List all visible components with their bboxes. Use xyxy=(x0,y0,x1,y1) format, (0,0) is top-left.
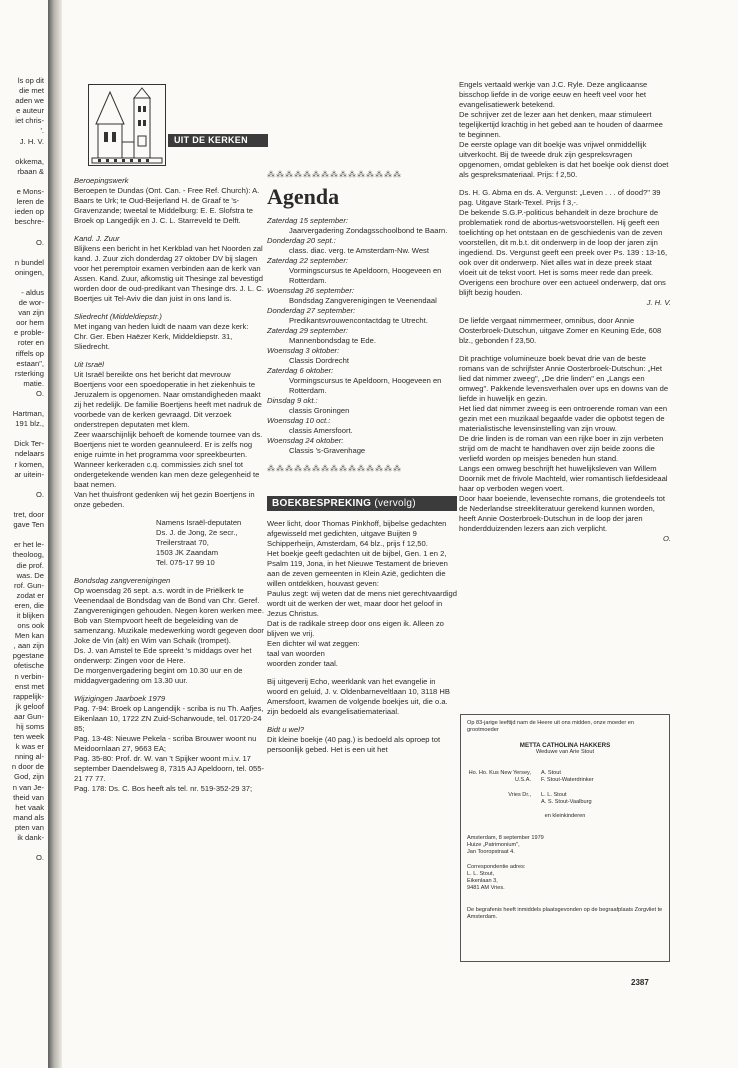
agenda-event: Classis Dordrecht xyxy=(289,356,349,365)
announcement-widow: Weduwe van Arie Stout xyxy=(535,748,595,755)
agenda-event: Predikantsvrouwencontactdag te Utrecht. xyxy=(289,316,428,325)
agenda-ornament-top: ⁂⁂⁂⁂⁂⁂⁂⁂⁂⁂⁂⁂⁂⁂⁂ xyxy=(267,170,402,179)
agenda-event: classis Amersfoort. xyxy=(289,426,353,435)
section-title-uit-de-kerken: UIT DE KERKEN xyxy=(168,134,268,147)
paragraph: woorden zonder taal. xyxy=(267,659,338,668)
agenda-title: Agenda xyxy=(267,184,340,209)
fragment-line: hij soms xyxy=(16,722,44,731)
fragment-line: die prof. xyxy=(16,560,44,570)
fragment-line: rbaan & xyxy=(17,166,44,176)
paragraph: Namens Israël-deputaten xyxy=(156,518,242,527)
fragment-line: '. xyxy=(40,126,44,136)
agenda-date: Zaterdag 15 september: xyxy=(267,216,349,225)
paragraph: Met ingang van heden luidt de naam van deze kerk: Chr. Ger. Eben Haëzer Kerk, Middeldiepstr. 31, Sliedrecht. xyxy=(74,322,249,351)
agenda-date: Woensdag 3 oktober: xyxy=(267,346,340,355)
fragment-line: de wor- xyxy=(18,298,44,308)
fragment-line: die met xyxy=(19,86,44,96)
fragment-line xyxy=(0,177,48,187)
announcement-correspondence-line: 9481 AM Vries. xyxy=(467,885,505,892)
fragment-line: k was er xyxy=(15,742,44,752)
announcement-family-row xyxy=(467,799,663,806)
agenda-date: Woensdag 26 september: xyxy=(267,286,354,295)
fragment-line: Men kan xyxy=(14,631,44,641)
column-agenda-books xyxy=(267,170,457,755)
fragment-line: ons ook xyxy=(17,621,44,631)
fragment-line: rsterking xyxy=(14,368,44,378)
paragraph: Ds. J. de Jong, 2e secr., xyxy=(156,528,238,537)
fragment-line xyxy=(0,429,48,439)
family-name: L. L. Stout xyxy=(541,791,567,798)
agenda-date: Zaterdag 29 september: xyxy=(267,326,349,335)
paragraph: Dit kleine boekje (40 pag.) is bedoeld als oproep tot persoonlijk gebed. Het is een uit het xyxy=(267,735,441,754)
paragraph: De drie linden is de roman van een rijke boer in zijn verbeten strijd om de macht te handhaven over zijn beide zoons die verliefd worden op meisjes beneden hun stand. xyxy=(459,434,664,463)
fragment-line: eren, die xyxy=(14,600,44,610)
spacer xyxy=(459,346,671,354)
fragment-line: zodat er xyxy=(16,590,44,600)
section-heading: Bidt u wel? xyxy=(267,725,305,734)
announcement-correspondence-line: Eikenlaan 3, xyxy=(467,878,498,885)
fragment-line: ieden op xyxy=(14,207,44,217)
section-heading: Bondsdag zangverenigingen xyxy=(74,576,171,585)
fragment-line: pten van xyxy=(14,822,44,832)
family-place: U.S.A. xyxy=(514,777,531,784)
spacer xyxy=(267,669,457,677)
fragment-line: O. xyxy=(35,489,44,499)
fragment-line: okkema, xyxy=(15,156,44,166)
fragment-line: Hartman, xyxy=(12,409,44,419)
paragraph: Tel. 075-17 99 10 xyxy=(156,558,215,567)
paragraph: De bekende S.G.P.-politicus behandelt in deze brochure de problematiek rond de abortus-wetsvoorstellen. Hij geeft een toelichting op het ontstaan en de geschiedenis van de zeven voorstellen, dit m.b.t. dit onderwerp in de loop der jaren zijn ingediend. Ds. Vergunst geeft een preek over Ps. 139 : 13-16, ook over dit onderwerp. Niet alles wat in deze preek staat vloeit uit de tekst voort. Het is soms meer rede dan preek. Overigens een brochure over een actueel onderwerp, dat ons blijft bezig houden. xyxy=(459,208,668,297)
death-announcement xyxy=(460,714,670,962)
section-heading: Beroepingswerk xyxy=(74,176,129,185)
fragment-line: O. xyxy=(35,237,44,247)
paragraph: Pag. 13-48: Nieuwe Pekela - scriba Brouwer woont nu Meidoornlaan 27, 9663 EA; xyxy=(74,734,257,753)
paragraph: Ds. J. van Amstel te Ede spreekt 's middags over het onderwerp: Zingen voor de Here. xyxy=(74,646,252,665)
fragment-line: roter en xyxy=(17,338,44,348)
spacer xyxy=(467,785,663,792)
paragraph: O. xyxy=(662,534,671,543)
family-place xyxy=(467,799,541,806)
fragment-line: iet chris- xyxy=(15,116,44,126)
paragraph: De schrijver zet de lezer aan het denken, maar stimuleert tegelijkertijd krachtig in het gebed aan te houden of daarmee te beginnen. xyxy=(459,110,663,139)
agenda-date: Woensdag 10 oct.: xyxy=(267,416,331,425)
boekbespreking-title: BOEKBESPREKING xyxy=(272,498,372,509)
section-heading: Kand. J. Zuur xyxy=(74,234,120,243)
agenda-event: Vormingscursus te Apeldoorn, Hoogeveen en Rotterdam. xyxy=(289,376,442,395)
agenda-date: Zaterdag 6 oktober: xyxy=(267,366,334,375)
agenda-date: Woensdag 24 oktober: xyxy=(267,436,344,445)
fragment-line: beschre- xyxy=(14,217,44,227)
paragraph: 1503 JK Zaandam xyxy=(156,548,219,557)
fragment-line: 191 blz., xyxy=(15,419,44,429)
newspaper-page xyxy=(62,0,738,1068)
fragment-line: n van Je- xyxy=(12,782,44,792)
spacer xyxy=(459,180,671,188)
fragment-line: was. De xyxy=(16,570,44,580)
fragment-line: rof. Gun- xyxy=(14,580,44,590)
paragraph: Op woensdag 26 sept. a.s. wordt in de Priëlkerk te Veenendaal de Bondsdag van de Bond van Chr. Geref. Zangverenigingen gehouden. Negen koren werken mee. xyxy=(74,586,264,615)
paragraph: Ds. H. G. Abma en ds. A. Vergunst: „Leven . . . of dood?" 39 pag. Uitgave Stark-Texel. Prijs f 3,-. xyxy=(459,188,661,207)
paragraph: Paulus zegt: wij weten dat de mens niet gerechtvaardigd wordt uit de werken der wet, maar door het geloof in Jezus Christus. xyxy=(267,589,457,618)
agenda-date: Zaterdag 22 september: xyxy=(267,256,349,265)
paragraph: Engels vertaald werkje van J.C. Ryle. Deze anglicaanse bisschop liefde in de vorige eeuw en heeft veel voor het evangelisatiewerk betekend. xyxy=(459,80,648,109)
agenda-date: Donderdag 20 sept.: xyxy=(267,236,336,245)
fragment-line: estaan", xyxy=(16,358,44,368)
page-gutter-shadow xyxy=(48,0,62,1068)
fragment-line: , aan zijn xyxy=(13,641,44,651)
family-place: Vries Dr., xyxy=(508,791,531,798)
fragment-line: er het le- xyxy=(14,540,44,550)
spacer xyxy=(459,308,671,316)
fragment-line: het vaak xyxy=(15,802,44,812)
paragraph: De liefde vergaat nimmermeer, omnibus, door Annie Oosterbroek-Dutschun, uitgave Zomer en Keuning Ede, 608 blz., gebonden f 23,50. xyxy=(459,316,662,345)
paragraph: Bij uitgeverij Echo, weerklank van het evangelie in woord en geluid, J. v. Oldenbarneveltlaan 10, 3118 HB Amersfoort, kwamen de volgende boekjes uit, die o.a. zijn bedoeld als evangelisatiemateriaal. xyxy=(267,677,450,716)
fragment-line: it blijken xyxy=(16,610,44,620)
fragment-line: rappelijk- xyxy=(13,691,44,701)
paragraph: taal van woorden xyxy=(267,649,325,658)
agenda-event: class. diac. verg. te Amsterdam-Nw. West xyxy=(289,246,429,255)
family-name: A. Stout xyxy=(541,770,561,777)
paragraph: Weer licht, door Thomas Pinkhoff, bijbelse gedachten afgewisseld met gedichten, uitgave Buijten 9 Schipperheijn, Amsterdam, 64 blz., prijs f 12,50. xyxy=(267,519,447,548)
announcement-place-line: Huize „Patrimonium", xyxy=(467,841,520,848)
fragment-line xyxy=(0,278,48,288)
fragment-line: ten week xyxy=(13,732,44,742)
section-heading: Uit Israël xyxy=(74,360,104,369)
agenda-event: classis Groningen xyxy=(289,406,350,415)
fragment-line: enst met xyxy=(14,681,44,691)
fragment-line xyxy=(0,480,48,490)
fragment-line xyxy=(0,500,48,510)
fragment-line: jk geloof xyxy=(15,701,44,711)
fragment-line: theoloog, xyxy=(12,550,44,560)
announcement-family-row xyxy=(467,792,663,799)
fragment-line: riffels op xyxy=(15,348,44,358)
announcement-burial: De begrafenis heeft inmiddels plaatsgevonden op de begraafplaats Zorgvliet te Amsterdam. xyxy=(467,906,663,921)
fragment-line xyxy=(0,227,48,237)
agenda-date: Dinsdag 9 okt.: xyxy=(267,396,318,405)
fragment-line: - aldus xyxy=(21,287,44,297)
column-book-reviews xyxy=(459,80,671,544)
fragment-line: aden we xyxy=(15,96,44,106)
fragment-line: e Mons- xyxy=(16,187,44,197)
agenda-event: Bondsdag Zangverenigingen te Veenendaal xyxy=(289,296,437,305)
fragment-line: Dick Ter- xyxy=(14,439,44,449)
announcement-name: METTA CATHOLINA HAKKERS xyxy=(519,741,611,749)
paragraph: Het boekje geeft gedachten uit de bijbel, Gen. 1 en 2, Psalm 119, Jona, in het Nieuwe Testament de brieven aan de zeven gemeenten in Klein Azië, gedichten die willen ontdekken, houvast geven: xyxy=(267,549,448,588)
fragment-line xyxy=(0,147,48,157)
section-title-boekbespreking xyxy=(267,496,457,511)
fragment-line: van zijn xyxy=(18,308,44,318)
announcement-correspondence-line: L. L. Stout, xyxy=(467,870,495,877)
paragraph: J. H. V. xyxy=(646,298,671,307)
paragraph: Langs een omweg beschrijft het huwelijksleven van Willem Doornik met de frivole Machteld, wier romantisch liefdesideaal haar op verboden wegen voert. xyxy=(459,464,668,493)
fragment-line: oningen, xyxy=(14,267,44,277)
spacer xyxy=(74,510,264,518)
paragraph: De morgenvergadering begint om 10.30 uur en de middagvergadering om 13.30 uur. xyxy=(74,666,243,685)
paragraph: Treilerstraat 70, xyxy=(156,538,209,547)
paragraph: Door haar boeiende, levensechte romans, die grotendeels tot de Nederlandse streekliteratuur gerekend kunnen worden, heeft Annie Oosterbroek-Dutschun in de loop der jaren honderdduizenden lezers aan zich verplicht. xyxy=(459,494,666,533)
paragraph: Pag. 35-80: Prof. dr. W. van 't Spijker woont m.i.v. 17 september Daendelsweg 8, 7315 AJ Apeldoorn, tel. 055-21 77 77. xyxy=(74,754,264,783)
agenda-event: Vormingscursus te Apeldoorn, Hoogeveen en Rotterdam. xyxy=(289,266,442,285)
fragment-line: gave Ten xyxy=(13,520,44,530)
fragment-line: O. xyxy=(35,388,44,398)
fragment-line: ndelaars xyxy=(14,449,44,459)
fragment-line: n verbin- xyxy=(14,671,44,681)
paragraph: De eerste oplage van dit boekje was vrijwel onmiddellijk uitverkocht. Bij de tweede druk zijn gespreksvragen opgenomen, omdat gebleken is dat het boekje ook dienst doet als gespreksmateriaal. Prijs: f 2,50. xyxy=(459,140,669,179)
fragment-line: ofetische xyxy=(13,661,44,671)
fragment-line: leren de xyxy=(16,197,44,207)
announcement-place-line: Jan Tooropstraat 4. xyxy=(467,849,515,856)
paragraph: Dit prachtige volumineuze boek bevat drie van de beste romans van de schrijfster Annie Oosterbroek-Dutschun: „Het lied dat nimmer zweeg", „De drie linden" en „Langs een omweg". Pakkende levensverhalen over ups en downs van de liefde in huwelijk en gezin. xyxy=(459,354,669,403)
agenda-event: Jaarvergadering Zondagsschoolbond te Baarn. xyxy=(289,226,448,235)
announcement-correspondence-line: Correspondentie adres: xyxy=(467,863,526,870)
agenda-date: Donderdag 27 september: xyxy=(267,306,356,315)
fragment-line: tret, door xyxy=(13,510,44,520)
fragment-line: ls op dit xyxy=(17,76,44,85)
agenda-ornament-bottom: ⁂⁂⁂⁂⁂⁂⁂⁂⁂⁂⁂⁂⁂⁂⁂ xyxy=(267,464,402,473)
paragraph: Uit Israël bereikte ons het bericht dat mevrouw Boertjens voor een spoedoperatie in het ziekenhuis te Jeruzalem is opgenomen. Naar omstandigheden maakt zij het redelijk. De familie Boertjens heeft met nadruk de voorbede van de kerken gevraagd. Dit verzoek onderstrepen deputaten met klem. xyxy=(74,370,262,429)
family-place: Ho. Ho. Kus New Yersey, xyxy=(468,770,531,777)
fragment-line xyxy=(0,530,48,540)
agenda-event: Classis 's-Gravenhage xyxy=(289,446,366,455)
fragment-line xyxy=(0,843,48,853)
fragment-line: matie. xyxy=(23,378,44,388)
fragment-line: aar Gun- xyxy=(14,711,44,721)
announcement-family-row xyxy=(467,777,663,784)
announcement-family-row xyxy=(467,770,663,777)
fragment-line: e proble- xyxy=(14,328,44,338)
paragraph: Pag. 178: Ds. C. Bos heeft als tel. nr. 519-352-29 37; xyxy=(74,784,253,793)
family-name: F. Stout-Waterdrinker xyxy=(541,777,594,784)
fragment-line: nning al- xyxy=(14,752,44,762)
paragraph: Blijkens een bericht in het Kerkblad van het Noorden zal kand. J. Zuur zich donderdag 27 oktober DV bij slagen voor het peremptoir examen verbinden aan de kerk van Assen. Kand. Zuur, afkomstig uit Thesinge zal bevestigd worden door de oud-predikant van Thesinge drs. J. L. C. Boertjes uit Tel-Aviv die dan juist in ons land is. xyxy=(74,244,264,303)
fragment-line: mand als xyxy=(13,812,44,822)
fragment-line: J. H. V. xyxy=(19,136,44,146)
section-heading: Wijzigingen Jaarboek 1979 xyxy=(74,694,166,703)
paragraph: Beroepen te Dundas (Ont. Can. - Free Ref. Church): A. Baars te Urk; te Oud-Beijerland H. de Graaf te 's-Gravenzande; tweetal te Middelburg: E. E. Slofstra te Broek op Langedijk en J. C. L. Starreveld te Delft. xyxy=(74,186,260,225)
family-name: A. S. Stout-Vaalburg xyxy=(541,799,592,806)
fragment-line: O. xyxy=(35,853,44,863)
fragment-line: n door de xyxy=(11,762,44,772)
fragment-line: r komen, xyxy=(14,459,44,469)
fragment-line xyxy=(0,399,48,409)
page-number: 2387 xyxy=(631,978,649,987)
section-heading: Sliedrecht (Middeldiepstr.) xyxy=(74,312,162,321)
announcement-grandchildren: en kleinkinderen xyxy=(544,813,586,820)
paragraph: Zeer waarschijnlijk behoeft de komende tournee van ds. Boertjens niet te worden geannuleerd. Er is zelfs nog enige ruimte in het programma voor spreekbeurten. Wanneer kerkeraden c.q. commissies zich snel tot ondergetekende wenden kan men deze gelegenheid te baat nemen. xyxy=(74,430,263,489)
fragment-line: ar uitein- xyxy=(14,469,44,479)
announcement-intro: Op 83-jarige leeftijd nam de Heere uit ons midden, onze moeder en grootmoeder xyxy=(467,720,634,734)
fragment-line xyxy=(0,248,48,258)
paragraph: Bob van Stempvoort heeft de begeleiding van de samenzang. Muzikale medewerking wordt gegeven door Joke de Vin (alt) en Wim van Schaik (trompet). xyxy=(74,616,264,645)
fragment-line: pgestane xyxy=(12,651,44,661)
boekbespreking-subtitle: (vervolg) xyxy=(374,498,416,509)
paragraph: Een dichter wil wat zeggen: xyxy=(267,639,360,648)
paragraph: Pag. 7-94: Broek op Langendijk - scriba is nu Th. Aafjes, Eikenlaan 10, 1722 ZN Zuid-Scharwoude, tel. 01720-24 85; xyxy=(74,704,264,733)
paragraph: Dat is de radikale streep door ons eigen ik. Alleen zo blijven we vrij. xyxy=(267,619,444,638)
announcement-place-line: Amsterdam, 8 september 1979 xyxy=(467,834,544,841)
fragment-line: theid van xyxy=(13,792,44,802)
left-page-fragment xyxy=(0,0,48,1068)
paragraph: Van het thuisfront gedenken wij het gezin Boertjens in onze gebeden. xyxy=(74,490,255,509)
fragment-line: e auteur xyxy=(16,106,44,116)
fragment-line: God, zijn xyxy=(14,772,44,782)
agenda-event: Mannenbondsdag te Ede. xyxy=(289,336,376,345)
column-church-news xyxy=(74,80,264,794)
paragraph: Het lied dat nimmer zweeg is een ontroerende roman van een gezin met een muzikaal begaafde vader die opbotst tegen de materialistische levensinstelling van zijn vrouw. xyxy=(459,404,668,433)
fragment-line: ik dank- xyxy=(17,833,44,843)
fragment-line: oor hem xyxy=(16,318,44,328)
fragment-line: n bundel xyxy=(14,257,44,267)
